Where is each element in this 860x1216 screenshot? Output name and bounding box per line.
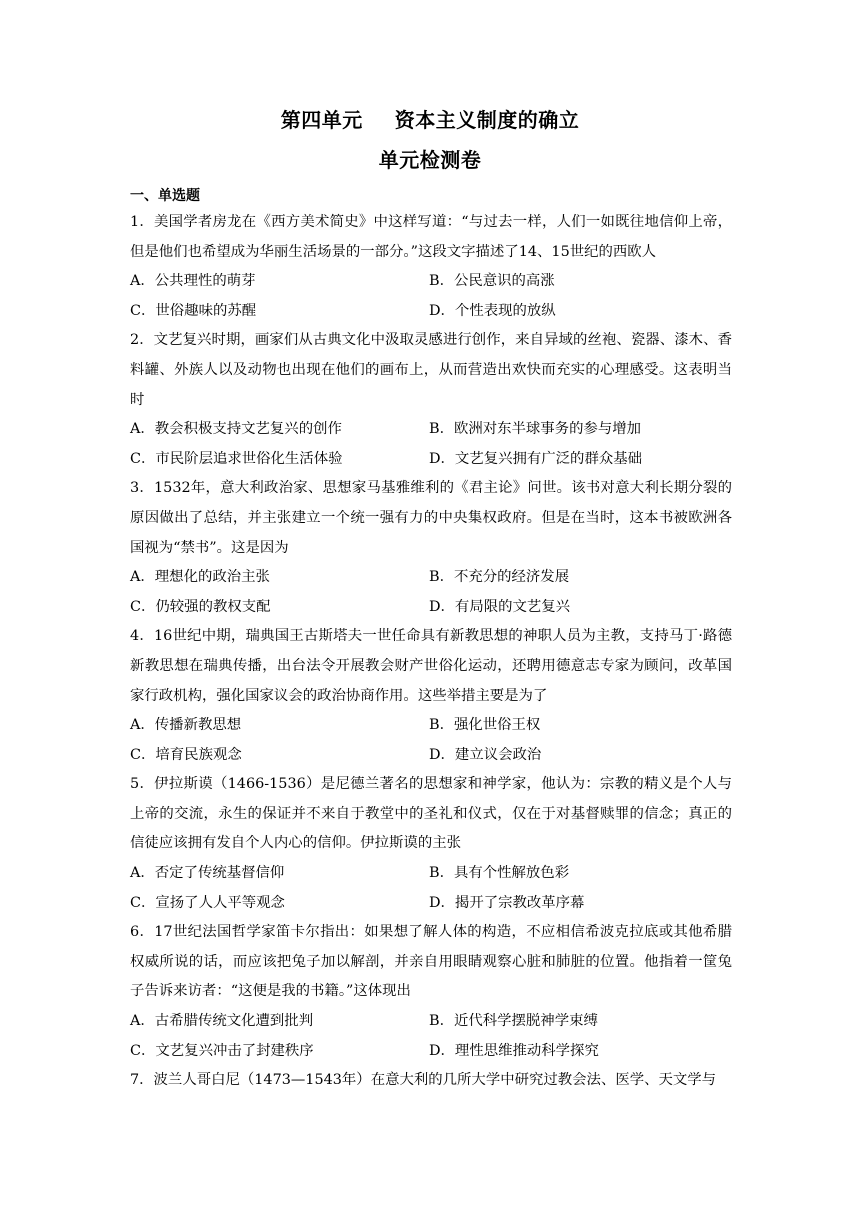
answer-option-c[interactable]: C．仍较强的教权支配 [130,598,271,615]
answer-option-c[interactable]: C．文艺复兴冲击了封建秩序 [130,1042,314,1059]
answer-option-c[interactable]: C．培育民族观念 [130,746,242,763]
answer-option-d[interactable]: D．揭开了宗教改革序幕 [429,894,585,911]
unit-number: 第四单元 [280,108,363,132]
answer-options [130,415,732,474]
answer-option-a[interactable]: A．古希腊传统文化遭到批判 [130,1013,314,1030]
answer-options [130,267,732,326]
answer-option-d[interactable]: D．文艺复兴拥有广泛的群众基础 [429,450,643,467]
question-list [130,208,732,1096]
question-stem: 3．1532年，意大利政治家、思想家马基雅维利的《君主论》问世。该书对意大利长期分裂的原因做出了总结，并主张建立一个统一强有力的中央集权政府。但是在当时，这本书被欧洲各国视为“禁书”。这是因为 [130,480,732,556]
answer-option-b[interactable]: B．强化世俗王权 [429,717,541,734]
answer-option-a[interactable]: A．否定了传统基督信仰 [130,865,285,882]
question-stem: 1．美国学者房龙在《西方美术简史》中这样写道：“与过去一样，人们一如既往地信仰上帝，但是他们也希望成为华丽生活场景的一部分。”这段文字描述了14、15世纪的西欧人 [130,214,732,260]
answer-option-c[interactable]: C．世俗趣味的苏醒 [130,302,257,319]
question-1 [130,208,732,326]
answer-option-c[interactable]: C．宣扬了人人平等观念 [130,894,285,911]
section-heading: 一、单选题 [130,188,200,204]
answer-options [130,1007,732,1066]
question-stem: 4．16世纪中期，瑞典国王古斯塔夫一世任命具有新教思想的神职人员为主教，支持马丁·路德新教思想在瑞典传播，出台法令开展教会财产世俗化运动，还聘用德意志专家为顾问，改革国家行政机构，强化国家议会的政治协商作用。这些举措主要是为了 [130,628,732,704]
answer-option-b[interactable]: B．近代科学摆脱神学束缚 [429,1013,598,1030]
question-7 [130,1066,732,1096]
question-3 [130,474,732,622]
answer-options [130,859,732,918]
question-stem: 7．波兰人哥白尼（1473—1543年）在意大利的几所大学中研究过教会法、医学、天文学与 [130,1072,717,1089]
answer-option-d[interactable]: D．建立议会政治 [429,746,542,763]
answer-options [130,563,732,622]
answer-option-a[interactable]: A．教会积极支持文艺复兴的创作 [130,421,342,438]
answer-option-c[interactable]: C．市民阶层追求世俗化生活体验 [130,450,343,467]
answer-option-b[interactable]: B．具有个性解放色彩 [429,865,570,882]
unit-topic: 资本主义制度的确立 [394,108,580,132]
test-subtitle: 单元检测卷 [378,148,482,172]
answer-option-a[interactable]: A．传播新教思想 [130,717,242,734]
answer-option-d[interactable]: D．理性思维推动科学探究 [429,1042,599,1059]
question-4 [130,622,732,770]
question-6 [130,918,732,1066]
question-stem: 5．伊拉斯谟（1466-1536）是尼德兰著名的思想家和神学家，他认为：宗教的精义是个人与上帝的交流，永生的保证并不来自于教堂中的圣礼和仪式，仅在于对基督赎罪的信念；真正的信徒应该拥有发自个人内心的信仰。伊拉斯谟的主张 [130,776,732,852]
answer-option-a[interactable]: A．公共理性的萌芽 [130,273,256,290]
answer-options [130,711,732,770]
answer-option-d[interactable]: D．有局限的文艺复兴 [429,598,571,615]
question-stem: 6．17世纪法国哲学家笛卡尔指出：如果想了解人体的构造，不应相信希波克拉底或其他希腊权威所说的话，而应该把兔子加以解剖，并亲自用眼睛观察心脏和肺脏的位置。他指着一筐兔子告诉来访者：“这便是我的书籍。”这体现出 [130,924,732,1000]
unit-title [0,104,860,133]
answer-option-b[interactable]: B．不充分的经济发展 [429,569,570,586]
question-stem: 2．文艺复兴时期，画家们从古典文化中汲取灵感进行创作，来自异域的丝袍、瓷器、漆木、香料罐、外族人以及动物也出现在他们的画布上，从而营造出欢快而充实的心理感受。这表明当时 [130,332,732,408]
answer-option-b[interactable]: B．公民意识的高涨 [429,273,555,290]
answer-option-b[interactable]: B．欧洲对东半球事务的参与增加 [429,421,642,438]
question-2 [130,326,732,474]
answer-option-a[interactable]: A．理想化的政治主张 [130,569,270,586]
answer-option-d[interactable]: D．个性表现的放纵 [429,302,556,319]
question-5 [130,770,732,918]
